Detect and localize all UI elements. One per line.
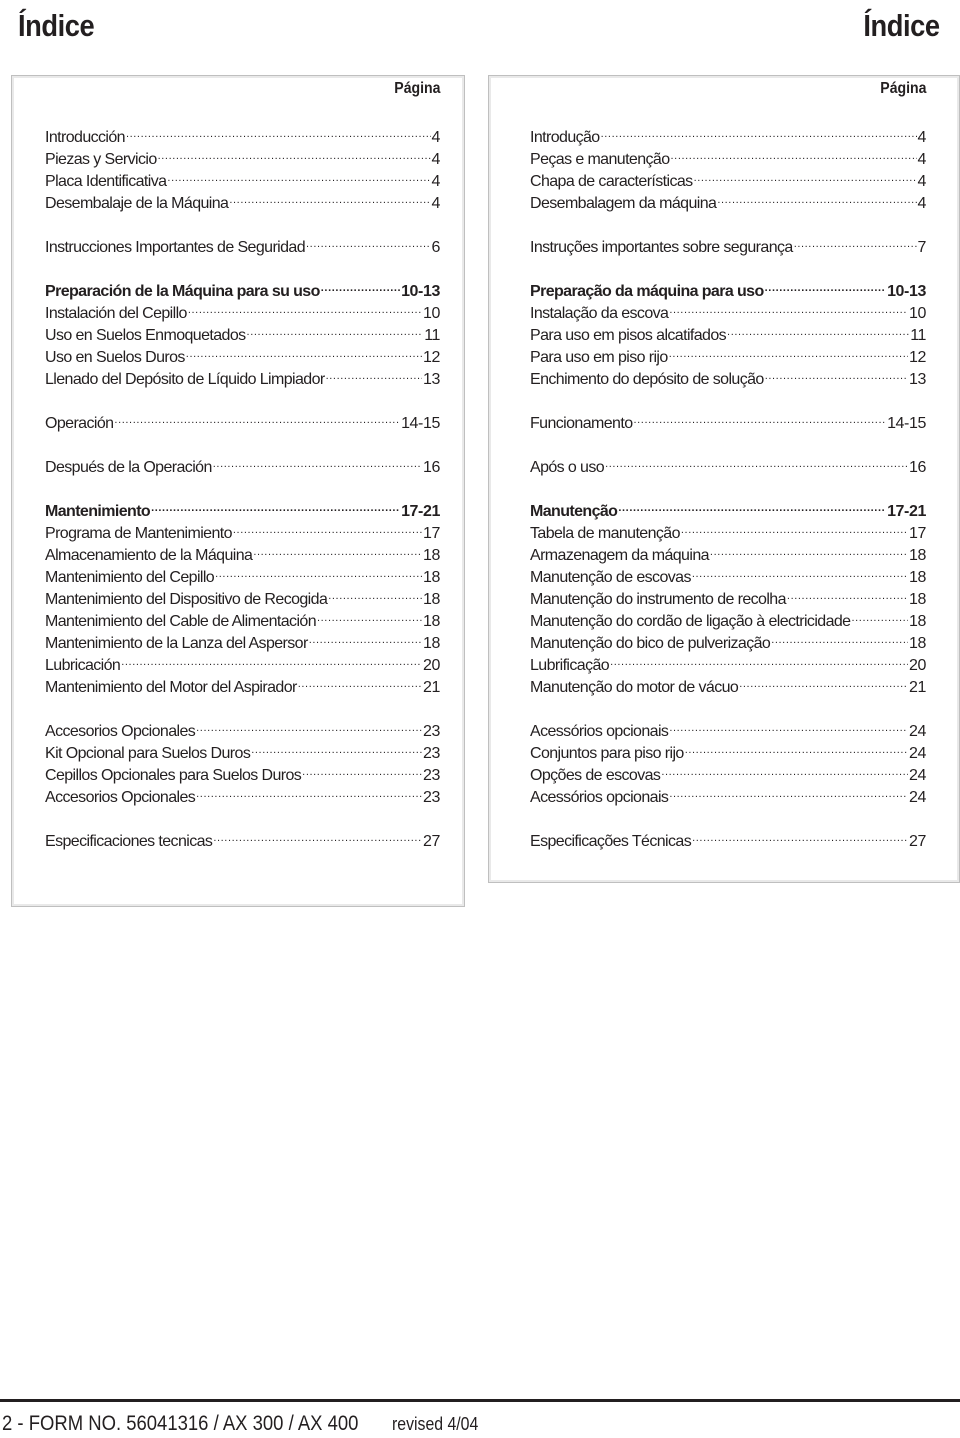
toc-entry: Operación ..... 14-15 bbox=[45, 406, 440, 428]
toc-entry: Manutenção do motor de vácuo ..... 21 bbox=[530, 670, 926, 692]
toc-entry: Tabela de manutenção ..... 17 bbox=[530, 516, 926, 538]
footer-form-number: 2 - FORM NO. 56041316 / AX 300 / AX 400 bbox=[2, 1412, 359, 1435]
toc-entry: Acessórios opcionais ..... 24 bbox=[530, 780, 926, 802]
toc-entry: Kit Opcional para Suelos Duros ..... 23 bbox=[45, 736, 440, 758]
toc-entry: Conjuntos para piso rijo ..... 24 bbox=[530, 736, 926, 758]
toc-panel-portuguese bbox=[488, 75, 960, 883]
toc-panel-spanish bbox=[11, 75, 465, 907]
toc-entry: Especificaciones tecnicas ..... 27 bbox=[45, 824, 440, 846]
toc-entry: Manutenção do cordão de ligação à electricidade ..... 18 bbox=[530, 604, 926, 626]
toc-entry: Placa Identificativa ..... 4 bbox=[45, 164, 440, 186]
toc-entry: Lubricación ..... 20 bbox=[45, 648, 440, 670]
toc-entry: Para uso em pisos alcatifados ..... 11 bbox=[530, 318, 926, 340]
toc-section-entry: Preparación de la Máquina para su uso ..... 10-13 bbox=[45, 274, 440, 296]
toc-entry: Para uso em piso rijo ..... 12 bbox=[530, 340, 926, 362]
toc-entry: Accesorios Opcionales ..... 23 bbox=[45, 714, 440, 736]
toc-entry: Instruções importantes sobre segurança ..... 7 bbox=[530, 230, 926, 252]
toc-entry: Lubrificação ..... 20 bbox=[530, 648, 926, 670]
toc-entry: Manutenção de escovas ..... 18 bbox=[530, 560, 926, 582]
footer-revision: revised 4/04 bbox=[392, 1414, 479, 1434]
toc-entry: Mantenimiento del Cepillo ..... 18 bbox=[45, 560, 440, 582]
toc-section-entry: Manutenção ..... 17-21 bbox=[530, 494, 926, 516]
toc-entry: Piezas y Servicio ..... 4 bbox=[45, 142, 440, 164]
toc-entry: Uso en Suelos Duros ..... 12 bbox=[45, 340, 440, 362]
toc-entry: Armazenagem da máquina ..... 18 bbox=[530, 538, 926, 560]
toc-entry: Peças e manutenção ..... 4 bbox=[530, 142, 926, 164]
toc-entry: Almacenamiento de la Máquina ..... 18 bbox=[45, 538, 440, 560]
toc-entry: Uso en Suelos Enmoquetados ..... 11 bbox=[45, 318, 440, 340]
toc-entry: Mantenimiento del Cable de Alimentación ..... 18 bbox=[45, 604, 440, 626]
toc-entry: Chapa de características ..... 4 bbox=[530, 164, 926, 186]
toc-list-portuguese bbox=[530, 120, 926, 850]
toc-entry: Opções de escovas ..... 24 bbox=[530, 758, 926, 780]
toc-entry: Introducción ..... 4 bbox=[45, 120, 440, 142]
toc-entry: Desembalaje de la Máquina ..... 4 bbox=[45, 186, 440, 208]
page-title-portuguese: Índice bbox=[863, 8, 940, 43]
toc-entry: Cepillos Opcionales para Suelos Duros ..... 23 bbox=[45, 758, 440, 780]
toc-entry: Programa de Mantenimiento ..... 17 bbox=[45, 516, 440, 538]
toc-entry: Llenado del Depósito de Líquido Limpiador ..... 13 bbox=[45, 362, 440, 384]
page-column-header: Página bbox=[879, 80, 926, 97]
page-title-spanish: Índice bbox=[18, 8, 95, 43]
footer-divider bbox=[0, 1399, 960, 1402]
toc-entry: Enchimento do depósito de solução ..... 13 bbox=[530, 362, 926, 384]
toc-section-entry: Mantenimiento ..... 17-21 bbox=[45, 494, 440, 516]
toc-entry: Funcionamento ..... 14-15 bbox=[530, 406, 926, 428]
toc-entry: Introdução ..... 4 bbox=[530, 120, 926, 142]
toc-entry: Después de la Operación ..... 16 bbox=[45, 450, 440, 472]
toc-entry: Manutenção do bico de pulverização ..... 18 bbox=[530, 626, 926, 648]
toc-entry: Mantenimiento del Motor del Aspirador ..... 21 bbox=[45, 670, 440, 692]
toc-entry: Instalação da escova ..... 10 bbox=[530, 296, 926, 318]
toc-entry: Após o uso ..... 16 bbox=[530, 450, 926, 472]
toc-entry: Acessórios opcionais ..... 24 bbox=[530, 714, 926, 736]
toc-entry: Manutenção do instrumento de recolha ..... 18 bbox=[530, 582, 926, 604]
toc-entry: Accesorios Opcionales ..... 23 bbox=[45, 780, 440, 802]
toc-entry: Mantenimiento de la Lanza del Aspersor ..... 18 bbox=[45, 626, 440, 648]
toc-section-entry: Preparação da máquina para uso ..... 10-13 bbox=[530, 274, 926, 296]
toc-entry: Instrucciones Importantes de Seguridad ..... 6 bbox=[45, 230, 440, 252]
toc-entry: Instalación del Cepillo ..... 10 bbox=[45, 296, 440, 318]
toc-entry: Especificações Técnicas ..... 27 bbox=[530, 824, 926, 846]
toc-entry: Desembalagem da máquina ..... 4 bbox=[530, 186, 926, 208]
toc-list-spanish bbox=[45, 120, 440, 850]
toc-entry: Mantenimiento del Dispositivo de Recogida ..... 18 bbox=[45, 582, 440, 604]
page-column-header: Página bbox=[393, 80, 440, 97]
